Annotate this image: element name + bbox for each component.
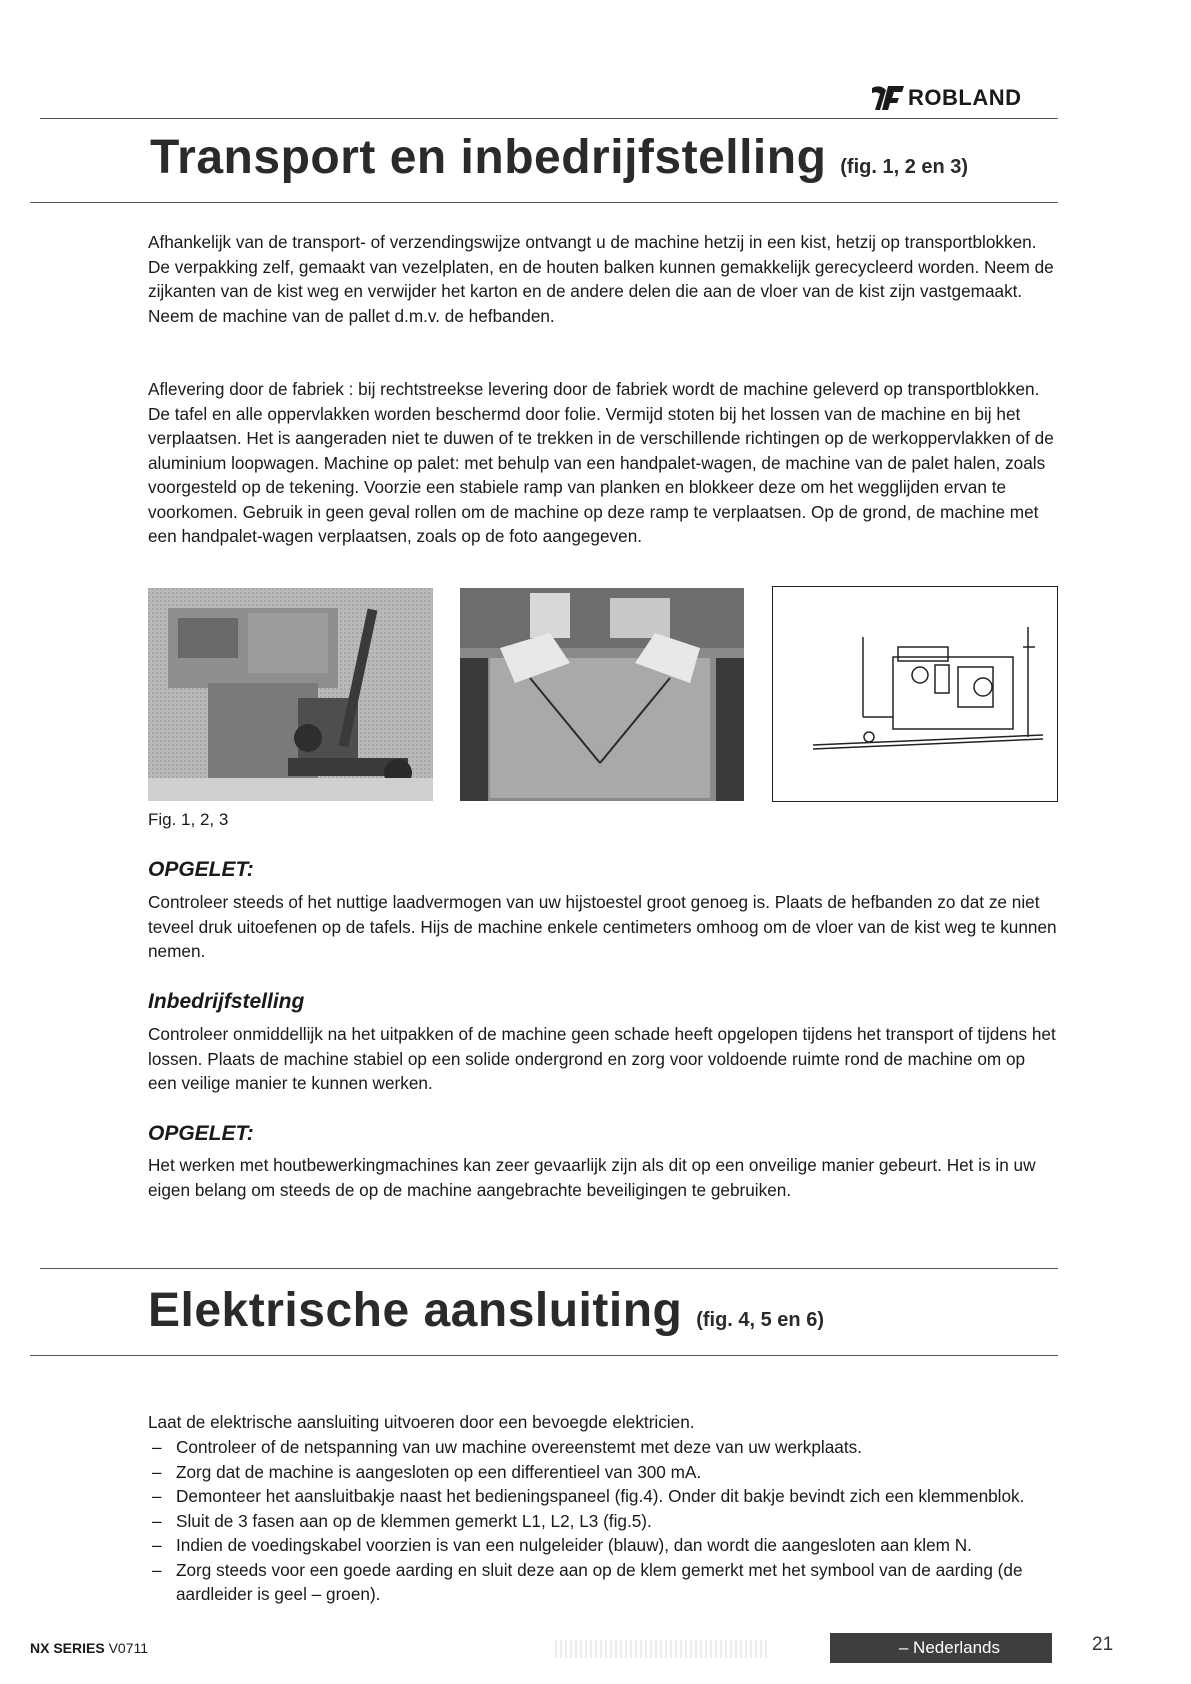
- title-text: Transport en inbedrijfstelling: [150, 131, 827, 184]
- list-item: – Zorg dat de machine is aangesloten op een differentieel van 300 mA.: [148, 1460, 1048, 1485]
- version-label: V0711: [108, 1640, 149, 1656]
- robland-emblem-icon: [868, 82, 906, 114]
- list-item: – Zorg steeds voor een goede aarding en sluit deze aan op de klem gemerkt met het symbool van de aarding (de aardleider is geel – groen).: [148, 1558, 1048, 1607]
- header-rule: [40, 118, 1058, 119]
- figure-1-photo: [148, 588, 433, 801]
- commissioning-text: Controleer onmiddellijk na het uitpakken of de machine geen schade heeft opgelopen tijdens het transport of tijdens het lossen. Plaats de machine stabiel op een solide ondergrond en zorg voor voldoende ruimte rond de machine om op een veilige manier te kunnen werken.: [148, 1024, 1056, 1093]
- language-label: – Nederlands: [898, 1638, 1000, 1657]
- title-text: Elektrische aansluiting: [148, 1284, 683, 1337]
- section2-top-rule: [40, 1268, 1058, 1269]
- warning-heading-2: OPGELET:: [148, 1122, 254, 1145]
- title-rule: [30, 202, 1058, 203]
- figure-3-drawing: [772, 586, 1058, 802]
- list-item: – Controleer of de netspanning van uw machine overeenstemt met deze van uw werkplaats.: [148, 1435, 1048, 1460]
- figure-caption: Fig. 1, 2, 3: [148, 810, 229, 829]
- language-tab: [830, 1633, 1052, 1663]
- section2-title-rule: [30, 1355, 1058, 1356]
- series-label: NX SERIES: [30, 1640, 105, 1656]
- list-item: – Sluit de 3 fasen aan op de klemmen gemerkt L1, L2, L3 (fig.5).: [148, 1509, 1048, 1534]
- warning-text-2: Het werken met houtbewerkingmachines kan zeer gevaarlijk zijn als dit op een onveilige manier gebeurt. Het is in uw eigen belang om steeds de op de machine aangebrachte beveiligingen te gebruiken.: [148, 1155, 1036, 1200]
- footer-series: [30, 1640, 148, 1656]
- section-title-transport: [150, 130, 968, 185]
- page-number: 21: [1092, 1634, 1114, 1655]
- intro-paragraph: Afhankelijk van de transport- of verzendingswijze ontvangt u de machine hetzij in een kist, hetzij op transportblokken. De verpakking zelf, gemaakt van vezelplaten, en de houten balken kunnen gemakkelijk gerecycleerd worden. Neem de zijkanten van de kist weg en verwijder het karton en de andere delen die aan de vloer van de kist zijn vastgemaakt. Neem de machine van de pallet d.m.v. de hefbanden.: [148, 232, 1054, 326]
- title-fig-ref: (fig. 4, 5 en 6): [696, 1309, 824, 1331]
- section-title-electrical: [148, 1283, 824, 1338]
- title-fig-ref: (fig. 1, 2 en 3): [840, 156, 969, 178]
- electrical-intro: Laat de elektrische aansluiting uitvoeren door een bevoegde elektricien.: [148, 1412, 695, 1432]
- delivery-paragraph: Aflevering door de fabriek : bij rechtstreekse levering door de fabriek wordt de machine geleverd op transportblokken. De tafel en alle oppervlakken worden beschermd door folie. Vermijd stoten bij het lossen van de machine en bij het verplaatsen. Het is aangeraden niet te duwen of te trekken in de verschillende richtingen op de werkoppervlakken of de aluminium loopwagen. Machine op palet: met behulp van een handpalet-wagen, de machine van de palet halen, zoals voorgesteld op de tekening. Voorzie een stabiele ramp van planken en blokkeer deze om het wegglijden ervan te voorkomen. Gebruik in geen geval rollen om de machine op deze ramp te verplaatsen. Op de grond, de machine met een handpalet-wagen verplaatsen, zoals op de foto aangegeven.: [148, 379, 1054, 546]
- scan-artifact: [555, 1640, 770, 1658]
- list-item: – Demonteer het aansluitbakje naast het bedieningspaneel (fig.4). Onder dit bakje bevindt zich een klemmenblok.: [148, 1484, 1048, 1509]
- figure-2-photo: [460, 588, 744, 801]
- brand-name: ROBLAND: [908, 85, 1022, 110]
- electrical-steps-list: [148, 1435, 1048, 1607]
- commissioning-heading: Inbedrijfstelling: [148, 990, 305, 1013]
- warning-heading-1: OPGELET:: [148, 858, 254, 881]
- warning-text-1: Controleer steeds of het nuttige laadvermogen van uw hijstoestel groot genoeg is. Plaats de hefbanden zo dat ze niet teveel druk uitoefenen op de tafels. Hijs de machine enkele centimeters omhoog om de vloer van de kist weg te kunnen nemen.: [148, 892, 1057, 961]
- list-item: – Indien de voedingskabel voorzien is van een nulgeleider (blauw), dan wordt die aangesloten aan klem N.: [148, 1533, 1048, 1558]
- robland-logo: [868, 78, 1058, 118]
